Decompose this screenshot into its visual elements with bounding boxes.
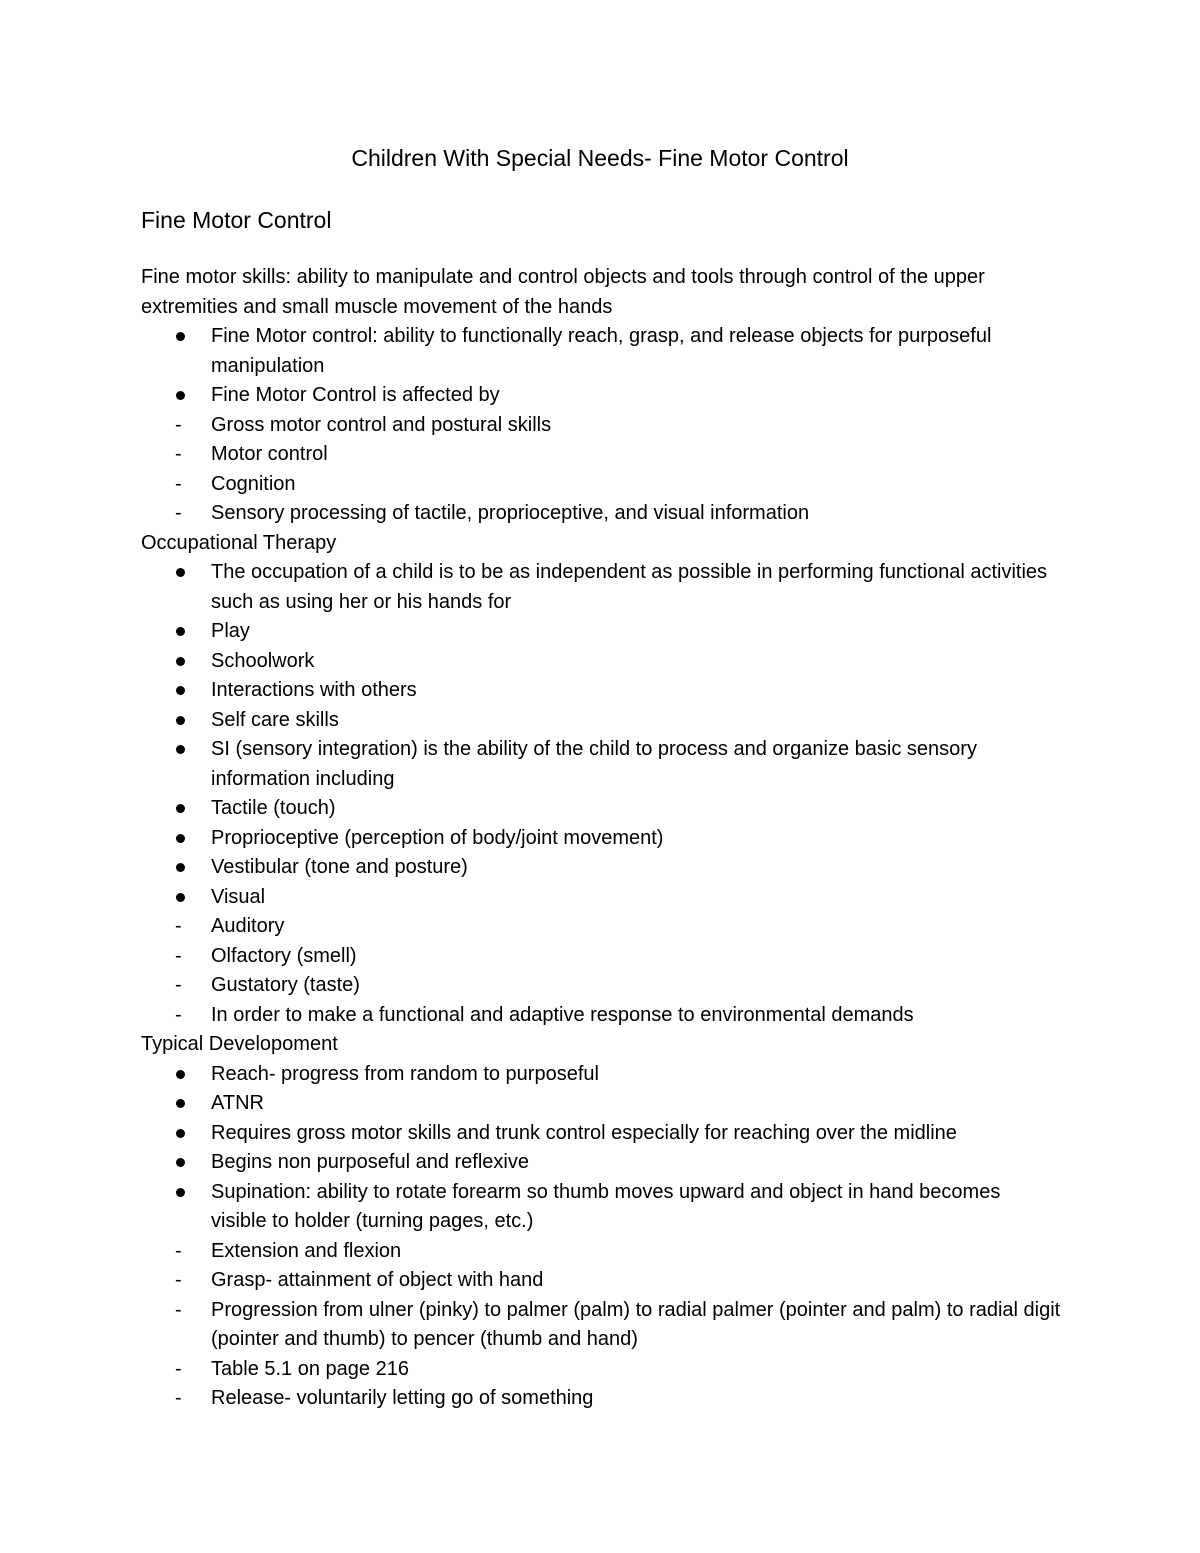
list-item: Table 5.1 on page 216 (211, 1357, 409, 1380)
typical-development-list (141, 1060, 1061, 1414)
list-item: Olfactory (smell) (211, 944, 357, 967)
list-item: Grasp- attainment of object with hand (211, 1269, 544, 1291)
list-item: Sensory processing of tactile, proprioceptive, and visual information (211, 502, 810, 524)
list-item: Motor control (211, 443, 328, 465)
section-heading: Fine Motor Control (141, 207, 332, 233)
occupational-therapy-heading: Occupational Therapy (141, 531, 337, 554)
list-item: Fine Motor Control is affected by (211, 384, 500, 406)
list-item: Self care skills (211, 708, 339, 731)
list-item: In order to make a functional and adaptive response to environmental demands (211, 1003, 914, 1026)
typical-development-heading: Typical Developoment (141, 1033, 338, 1055)
fine-motor-list (141, 322, 1061, 529)
list-item: ATNR (211, 1092, 264, 1114)
list-item: SI (sensory integration) is the ability of the child to process and organize basic sensory information including (211, 738, 977, 790)
intro-paragraph: Fine motor skills: ability to manipulate and control objects and tools through control of the upper extremities and small muscle movement of the hands (141, 266, 985, 318)
list-item: Proprioceptive (perception of body/joint movement) (211, 826, 664, 849)
list-item: Gustatory (taste) (211, 974, 360, 996)
document-title: Children With Special Needs- Fine Motor Control (351, 145, 849, 171)
list-item: Gross motor control and postural skills (211, 413, 552, 436)
list-item: Reach- progress from random to purposeful (211, 1062, 599, 1085)
list-item: Begins non purposeful and reflexive (211, 1151, 529, 1173)
list-item: Visual (211, 885, 266, 908)
list-item: Extension and flexion (211, 1239, 402, 1262)
list-item: The occupation of a child is to be as independent as possible in performing functional activities such as using her or his hands for (211, 561, 1048, 613)
list-item: Interactions with others (211, 679, 417, 701)
list-item: Tactile (touch) (211, 797, 336, 819)
list-item: Release- voluntarily letting go of something (211, 1387, 594, 1409)
list-item: Requires gross motor skills and trunk control especially for reaching over the midline (211, 1121, 957, 1144)
list-item: Cognition (211, 472, 296, 495)
list-item: Play (211, 620, 250, 642)
list-item: Supination: ability to rotate forearm so thumb moves upward and object in hand becomes visible to holder (turning pages, etc.) (211, 1180, 1001, 1232)
list-item: Fine Motor control: ability to functionally reach, grasp, and release objects for purposeful manipulation (211, 325, 992, 377)
list-item: Progression from ulner (pinky) to palmer (palm) to radial palmer (pointer and palm) to radial digit (pointer and thumb) to pencer (thumb and hand) (211, 1298, 1061, 1350)
list-item: Auditory (211, 915, 285, 937)
list-item: Vestibular (tone and posture) (211, 856, 468, 878)
document-body (141, 263, 1061, 1414)
list-item: Schoolwork (211, 649, 315, 672)
occupational-therapy-list (141, 558, 1061, 1030)
